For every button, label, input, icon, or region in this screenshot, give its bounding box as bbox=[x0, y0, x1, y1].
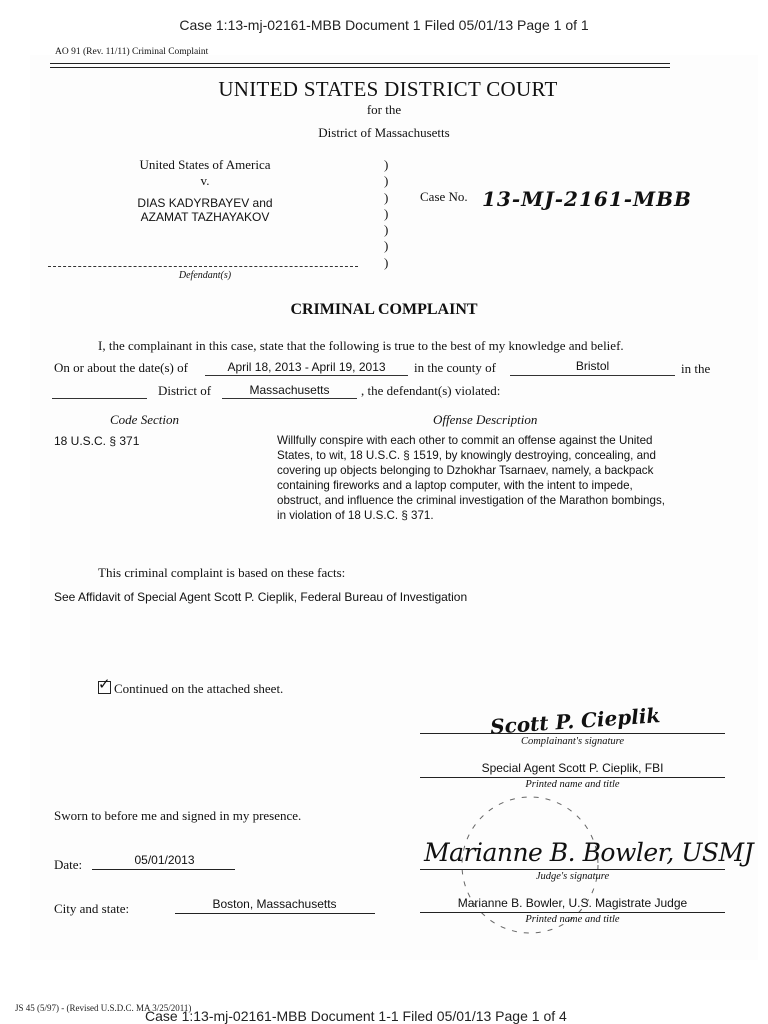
offense-description-line: Willfully conspire with each other to commit an offense against the United bbox=[277, 434, 653, 447]
header-case-stamp: Case 1:13-mj-02161-MBB Document 1 Filed 05/01/13 Page 1 of 1 bbox=[179, 17, 589, 33]
district-label: District of bbox=[158, 383, 212, 398]
footer-form-id: JS 45 (5/97) - (Revised U.S.D.C. MA 3/25/2011) bbox=[15, 1003, 192, 1013]
top-rule-thin bbox=[50, 67, 670, 68]
dates-underline bbox=[205, 375, 408, 376]
code-section-header: Code Section bbox=[110, 412, 179, 427]
top-rule bbox=[50, 63, 670, 64]
offense-description-line: covering up objects belonging to Dzhokhar Tsarnaev, namely, a backpack bbox=[277, 463, 654, 477]
offense-description bbox=[277, 434, 665, 523]
offense-dates: April 18, 2013 - April 19, 2013 bbox=[227, 360, 386, 374]
district-underline bbox=[222, 398, 357, 399]
date-value: 05/01/2013 bbox=[134, 853, 195, 867]
code-section-value: 18 U.S.C. § 371 bbox=[54, 434, 140, 448]
defendant-line-2: AZAMAT TAZHAYAKOV bbox=[140, 210, 270, 224]
judge-printed-rule bbox=[420, 912, 725, 913]
county-label: in the county of bbox=[414, 360, 496, 375]
offense-description-header: Offense Description bbox=[433, 412, 538, 427]
judge-signature-label: Judge's signature bbox=[535, 871, 610, 882]
judge-signature: Marianne B. Bowler, USMJ bbox=[424, 838, 754, 867]
violated-suffix: , the defendant(s) violated: bbox=[361, 383, 501, 398]
offense-description-line: obstruct, and influence the criminal investigation of the Marathon bombings, bbox=[277, 493, 665, 507]
county-value: Bristol bbox=[575, 359, 610, 373]
complainant-printed-name: Special Agent Scott P. Cieplik, FBI bbox=[481, 761, 664, 775]
court-name: UNITED STATES DISTRICT COURT bbox=[218, 77, 558, 101]
complaint-statement: I, the complainant in this case, state that the following is true to the best of my knowledge and belief. bbox=[98, 338, 624, 353]
check-mark-icon: ✓ bbox=[98, 676, 111, 693]
document-title: CRIMINAL COMPLAINT bbox=[290, 301, 478, 318]
facts-intro: This criminal complaint is based on these facts: bbox=[98, 565, 346, 580]
complainant-signature: Scott P. Cieplik bbox=[489, 703, 661, 739]
form-identifier: AO 91 (Rev. 11/11) Criminal Complaint bbox=[55, 47, 209, 57]
date-underline bbox=[92, 869, 235, 870]
city-label: City and state: bbox=[54, 901, 130, 916]
defendant-rule bbox=[48, 266, 358, 267]
offense-description-line: containing fireworks and a laptop computer, with the intent to impede, bbox=[277, 478, 633, 492]
county-underline bbox=[510, 375, 675, 376]
complainant-printed-label: Printed name and title bbox=[525, 779, 620, 790]
judge-printed-label: Printed name and title bbox=[525, 914, 620, 925]
defendant-line-1: DIAS KADYRBAYEV and bbox=[137, 196, 273, 210]
district-value: Massachusetts bbox=[249, 383, 330, 397]
facts-text: See Affidavit of Special Agent Scott P. Cieplik, Federal Bureau of Investigation bbox=[54, 590, 468, 604]
judge-printed-name: Marianne B. Bowler, U.S. Magistrate Judge bbox=[457, 896, 688, 910]
offense-description-line: States, to wit, 18 U.S.C. § 1519, by knowingly destroying, concealing, and bbox=[277, 448, 656, 462]
defendant-label: Defendant(s) bbox=[178, 270, 232, 281]
continued-label: Continued on the attached sheet. bbox=[114, 681, 284, 696]
city-value: Boston, Massachusetts bbox=[212, 897, 337, 911]
district-prefix-underline bbox=[52, 398, 147, 399]
versus: v. bbox=[200, 173, 210, 188]
complainant-signature-rule bbox=[420, 733, 725, 734]
judge-signature-rule bbox=[420, 869, 725, 870]
sworn-statement: Sworn to before me and signed in my presence. bbox=[54, 808, 302, 823]
case-number-label: Case No. bbox=[420, 189, 468, 204]
case-number-value: 13-MJ-2161-MBB bbox=[482, 187, 692, 211]
complainant-signature-label: Complainant's signature bbox=[520, 736, 625, 747]
plaintiff-name: United States of America bbox=[139, 157, 271, 172]
offense-description-line: in violation of 18 U.S.C. § 371. bbox=[277, 508, 434, 522]
dates-prefix: On or about the date(s) of bbox=[54, 360, 188, 375]
complainant-printed-rule bbox=[420, 777, 725, 778]
footer-case-stamp: Case 1:13-mj-02161-MBB Document 1-1 Filed 05/01/13 Page 1 of 4 bbox=[145, 1008, 567, 1024]
caption-parentheses: ) ) ) ) ) ) ) bbox=[384, 157, 389, 270]
date-label: Date: bbox=[54, 857, 83, 872]
court-district: District of Massachusetts bbox=[318, 125, 450, 140]
city-underline bbox=[175, 913, 375, 914]
court-for-the: for the bbox=[366, 102, 402, 117]
in-the-label: in the bbox=[681, 361, 711, 376]
